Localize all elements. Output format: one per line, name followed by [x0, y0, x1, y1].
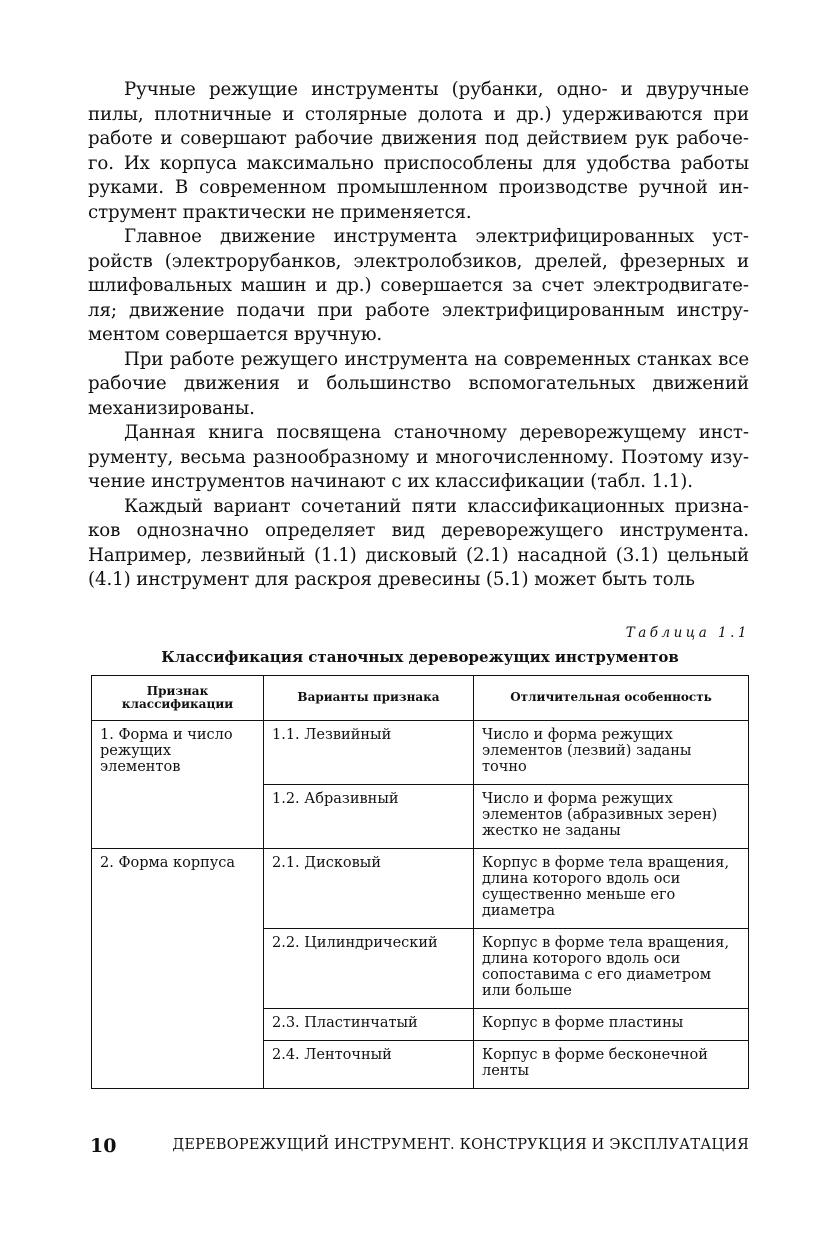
description-cell: Корпус в форме тела вращения, длина которого вдоль оси сопоставима с его диаметром или больше: [474, 929, 749, 1009]
feature-cell: 2. Форма корпуса: [92, 849, 264, 1089]
body-text: [88, 78, 749, 593]
variant-cell: 2.3. Пластинчатый: [264, 1009, 474, 1041]
table-header-row: [92, 676, 749, 721]
description-cell: Корпус в форме бесконечной ленты: [474, 1041, 749, 1089]
table-title: Классификация станочных дереворежущих инструментов: [161, 648, 679, 666]
variant-cell: 2.4. Ленточный: [264, 1041, 474, 1089]
table-row: [92, 849, 749, 929]
variant-cell: 2.1. Дисковый: [264, 849, 474, 929]
header-distinction: Отличительная особенность: [474, 676, 749, 721]
variant-cell: 2.2. Цилиндрический: [264, 929, 474, 1009]
description-cell: Корпус в форме тела вращения, длина которого вдоль оси существенно меньше его диаметра: [474, 849, 749, 929]
paragraph-2: Главное движение инструмента электрифицированных устройств (электрорубанков, электролобзиков, дрелей, фрезерных и шлифовальных машин и др.) совершается за счет электродвигателя; движение подачи при работе электрифицированным инструментом совершается вручную.: [88, 226, 749, 345]
paragraph-4: Данная книга посвящена станочному дереворежущему инструменту, весьма разнообразному и многочисленному. Поэтому изучение инструментов начинают с их классификации (табл. 1.1).: [88, 422, 749, 492]
paragraph-1: Ручные режущие инструменты (рубанки, одно- и двуручные пилы, плотничные и столярные долота и др.) удерживаются при работе и совершают рабочие движения под действием рук рабочего. Их корпуса максимально приспособлены для удобства работы руками. В современном промышленном производстве ручной инструмент практически не применяется.: [88, 79, 749, 223]
running-title: ДЕРЕВОРЕЖУЩИЙ ИНСТРУМЕНТ. КОНСТРУКЦИЯ И ЭКСПЛУАТАЦИЯ: [172, 1137, 749, 1153]
description-cell: Число и форма режущих элементов (абразивных зерен) жестко не заданы: [474, 785, 749, 849]
header-variants: Варианты признака: [264, 676, 474, 721]
classification-table: [91, 675, 749, 1089]
page-number: 10: [90, 1135, 117, 1157]
paragraph-5: Каждый вариант сочетаний пяти классификационных признаков однозначно определяет вид дереворежущего инструмента. Например, лезвийный (1.1) дисковый (2.1) насадной (3.1) цельный (4.1) инструмент для раскроя древесины (5.1) может быть толь: [88, 495, 749, 590]
variant-cell: 1.2. Абразивный: [264, 785, 474, 849]
variant-cell: 1.1. Лезвийный: [264, 721, 474, 785]
table-row: [92, 721, 749, 785]
header-feature: Признак классификации: [92, 676, 264, 721]
feature-cell: 1. Форма и число режущих элементов: [92, 721, 264, 849]
description-cell: Корпус в форме пластины: [474, 1009, 749, 1041]
description-cell: Число и форма режущих элементов (лезвий) заданы точно: [474, 721, 749, 785]
table-label: Таблица 1.1: [625, 625, 750, 641]
paragraph-3: При работе режущего инструмента на современных станках все рабочие движения и большинство вспомогательных движений механизированы.: [88, 348, 749, 419]
